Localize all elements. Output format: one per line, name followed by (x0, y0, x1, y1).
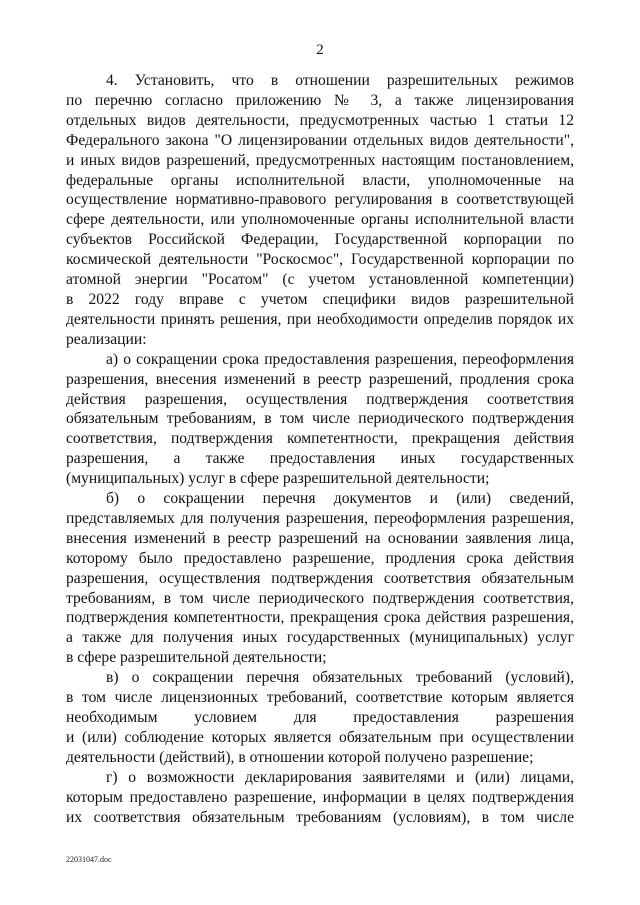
text-line: требованиям, в том числе периодического подтверждения соответствия, (66, 589, 574, 607)
text-line: в том числе лицензионных требований, соответствие которым является (66, 689, 574, 707)
text-line: и иных видов разрешений, предусмотренных настоящим постановлением, (66, 151, 574, 169)
text-line: которым предоставлено разрешение, информации в целях подтверждения (66, 788, 574, 806)
text-line: по перечню согласно приложению № 3, а также лицензирования (66, 91, 574, 109)
text-line: представляемых для получения разрешения, переоформления разрешения, (66, 509, 574, 527)
text-line: космической деятельности "Роскосмос", Государственной корпорации по (66, 251, 574, 269)
text-line: реализации: (66, 330, 147, 348)
text-line: (муниципальных) услуг в сфере разрешительной деятельности; (66, 470, 490, 488)
text-line: федеральные органы исполнительной власти, уполномоченные на (66, 171, 574, 189)
document-file-code: 22031047.doc (66, 855, 112, 864)
text-line: в 2022 году вправе с учетом специфики видов разрешительной (66, 290, 574, 308)
text-line: подтверждения компетентности, прекращения срока действия разрешения, (66, 609, 574, 627)
page-number: 2 (316, 42, 324, 58)
text-line: 4. Установить, что в отношении разрешительных режимов (106, 72, 574, 89)
text-line: в) о сокращении перечня обязательных требований (условий), (106, 669, 574, 687)
text-line: б) о сокращении перечня документов и (или) сведений, (106, 490, 574, 508)
text-line: сфере деятельности, или уполномоченные органы исполнительной власти (66, 211, 574, 229)
text-line: субъектов Российской Федерации, Государственной корпорации по (66, 231, 574, 249)
text-line: отдельных видов деятельности, предусмотренных частью 1 статьи 12 (66, 111, 574, 129)
text-line: действия разрешения, осуществления подтверждения соответствия (66, 390, 574, 408)
text-line: необходимым условием для предоставления разрешения (66, 709, 574, 726)
text-line: разрешения, осуществления подтверждения соответствия обязательным (66, 569, 574, 587)
text-line: их соответствия обязательным требованиям (условиям), в том числе (66, 808, 574, 826)
text-line: обязательным требованиям, в том числе периодического подтверждения (66, 410, 574, 428)
text-line: внесения изменений в реестр разрешений на основании заявления лица, (66, 529, 574, 547)
text-line: соответствия, подтверждения компетентности, прекращения действия (66, 430, 574, 448)
text-line: разрешения, а также предоставления иных государственных (66, 450, 574, 468)
text-line: а) о сокращении срока предоставления разрешения, переоформления (106, 350, 574, 368)
text-line: и (или) соблюдение которых является обязательным при осуществлении (66, 728, 574, 746)
text-line: которому было предоставлено разрешение, продления срока действия (66, 549, 574, 567)
text-line: г) о возможности декларирования заявителями и (или) лицами, (106, 768, 574, 786)
text-line: Федерального закона "О лицензировании отдельных видов деятельности", (66, 131, 574, 149)
text-line: атомной энергии "Росатом" (с учетом установленной компетенции) (66, 271, 574, 289)
text-line: а также для получения иных государственных (муниципальных) услуг (66, 629, 574, 647)
text-line: разрешения, внесения изменений в реестр разрешений, продления срока (66, 370, 574, 388)
text-line: осуществление нормативно-правового регулирования в соответствующей (66, 191, 574, 209)
text-line: деятельности принять решения, при необходимости определив порядок их (66, 310, 574, 328)
text-line: в сфере разрешительной деятельности; (66, 649, 327, 667)
text-line: деятельности (действий), в отношении которой получено разрешение; (66, 748, 534, 766)
document-body (66, 71, 574, 827)
